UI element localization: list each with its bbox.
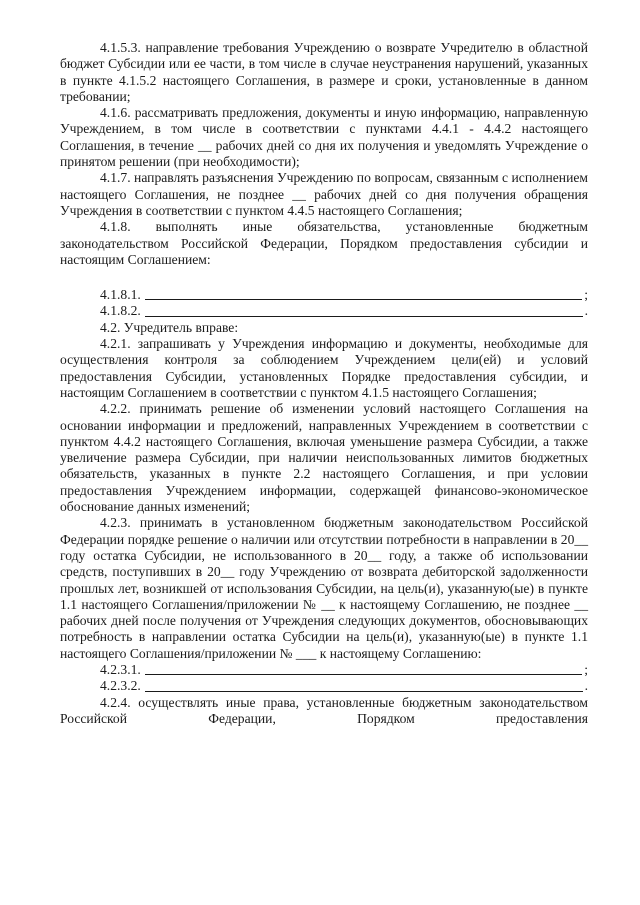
paragraph-4-1-5-3: 4.1.5.3. направление требования Учреждению о возврате Учредителю в областной бюджет Субсидии или ее части, в том числе в случае неустранения нарушений, указанных в пункте 4.1.5.2 настоящего Соглашения, в размере и сроки, установленные в данном требовании; [60, 40, 588, 104]
blank-underline [145, 679, 583, 692]
fill-line-4-1-8-2 [60, 303, 588, 319]
fill-line-number: 4.1.8.1. [100, 287, 141, 303]
fill-line-number: 4.2.3.2. [100, 678, 141, 694]
blank-underline [145, 304, 583, 317]
fill-line-end: . [584, 678, 588, 694]
paragraph-4-1-6: 4.1.6. рассматривать предложения, документы и иную информацию, направленную Учреждением, в том числе в соответствии с пунктами 4.4.1 - 4.4.2 настоящего Соглашения, в течение __ рабочих дней со дня их получения и уведомлять Учреждение о принятом решении (при необходимости); [60, 105, 588, 170]
document-page [60, 40, 588, 743]
blank-underline [145, 287, 582, 300]
paragraph-4-1-7: 4.1.7. направлять разъяснения Учреждению по вопросам, связанным с исполнением настоящего Соглашения, не позднее __ рабочих дней со дня получения обращения Учреждения в соответствии с пунктом 4.4.5 настоящего Соглашения; [60, 170, 588, 218]
fill-line-end: ; [584, 661, 588, 677]
fill-line-4-2-3-2 [60, 678, 588, 694]
fill-line-4-1-8-1 [60, 287, 588, 303]
blank-underline [145, 662, 582, 675]
fill-line-number: 4.1.8.2. [100, 303, 141, 319]
fill-line-end: ; [584, 287, 588, 303]
fill-line-4-2-3-1 [60, 662, 588, 678]
paragraph-4-2-2: 4.2.2. принимать решение об изменении условий настоящего Соглашения на основании информации и предложений, направленных Учреждением в соответствии с пунктом 4.4.2 настоящего Соглашения, включая уменьшение размера Субсидии, а также увеличение размера Субсидии, при наличии неиспользованных лимитов бюджетных обязательств, указанных в пункте 2.2 настоящего Соглашения, и при условии предоставления Учреждением информации, содержащей финансово-экономическое обоснование данных изменений; [60, 401, 588, 515]
fill-line-end: . [584, 303, 588, 319]
paragraph-4-2: 4.2. Учредитель вправе: [100, 319, 239, 335]
paragraph-4-2-1: 4.2.1. запрашивать у Учреждения информацию и документы, необходимые для осуществления контроля за соблюдением Учреждением цели(ей) и условий предоставления Субсидии, установленных Порядке предоставления субсидии, и настоящим Соглашением в соответствии с пунктом 4.1.5 настоящего Соглашения; [60, 336, 588, 400]
fill-line-number: 4.2.3.1. [100, 661, 141, 677]
paragraph-4-2-4: 4.2.4. осуществлять иные права, установленные бюджетным законодательством Российской Федерации, Порядком предоставления [60, 694, 588, 726]
paragraph-4-2-3: 4.2.3. принимать в установленном бюджетным законодательством Российской Федерации порядке решение о наличии или отсутствии потребности в направлении в 20__ году остатка Субсидии, не использованного в 20__ году, а также об использовании средств, поступивших в 20__ году Учреждению от возврата дебиторской задолженности прошлых лет, возникшей от использования Субсидии, на цель(и), указанную(ые) в пункте 1.1 настоящего Соглашения/приложении № __ к настоящему Соглашению, не позднее __ рабочих дней после получения от Учреждения следующих документов, обосновывающих потребность в направлении остатка Субсидии на цель(и), указанную(ые) в пункте 1.1 настоящего Соглашения/приложении № ___ к настоящему Соглашению: [60, 515, 588, 661]
paragraph-4-1-8: 4.1.8. выполнять иные обязательства, установленные бюджетным законодательством Российской Федерации, Порядком предоставления субсидии и настоящим Соглашением: [60, 219, 588, 267]
spacer [60, 268, 588, 287]
